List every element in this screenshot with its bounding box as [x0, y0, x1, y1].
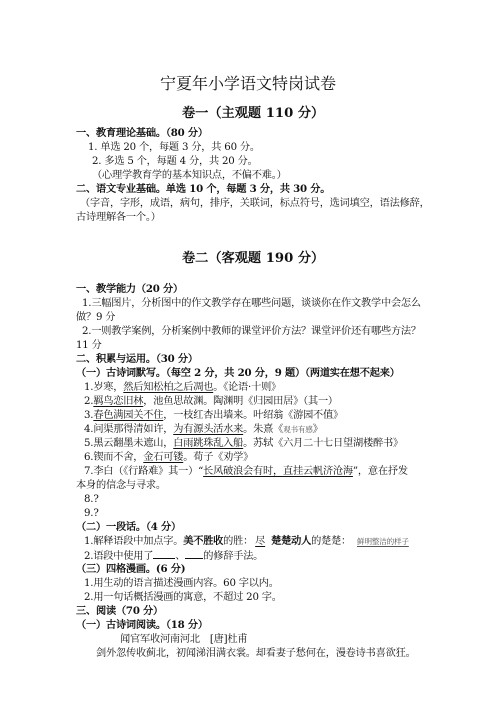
answer-line: 5.黑云翻墨未遮山，白雨跳珠乱入船。苏轼《六月二十七日望湖楼醉书》 [84, 438, 403, 449]
answer-line: 8.? [84, 494, 99, 505]
answer-line: 7.李白（《行路难》其一）“长风破浪会有时，直挂云帆济沧海”，意在抒发 [84, 466, 408, 477]
body-line: 1.三幅图片，分析图中的作文教学存在哪些问题，谈谈你在作文教学中会怎么 [82, 298, 421, 309]
answer-line: 1.用生动的语言描述漫画内容。60 字以内。 [84, 578, 279, 589]
subsection-heading: （一）古诗词默写。（每空 2 分，共 20 分，9 题）（两道实在想不起来） [76, 367, 400, 379]
section-heading: 三、阅读（70 分） [76, 605, 164, 617]
subsection-heading: （三）四格漫画。(6 分) [76, 563, 186, 575]
volume-two-heading: 卷二（客观题 190 分） [182, 251, 325, 266]
answer-line: 9.? [84, 508, 99, 519]
body-line: 2. 多选 5 个，每题 4 分，共 20 分。 [92, 156, 258, 167]
volume-one-heading: 卷一（主观题 110 分） [182, 106, 325, 121]
document-title: 宁夏年小学语文特岗试卷 [160, 74, 337, 93]
body-line: 2.一则教学案例，分析案例中教师的课堂评价方法？课堂评价还有哪些方法？ [82, 326, 421, 337]
section-heading: 二、语文专业基础。单选 10 个，每题 3 分，共 30 分。 [76, 183, 331, 195]
answer-line: 1.解释语段中加点字。美不胜收的胜： 尽 楚楚动人的楚楚： 鲜明整洁的样子 [84, 535, 409, 547]
answer-line: 本身的信念与寻求。 [76, 480, 166, 491]
body-line: （字音，字形，成语，病句，排序，关联词，标点符号，选词填空，语法修辞， [80, 198, 430, 209]
answer-line: 4.问渠那得清如许，为有源头活水来。朱熹《观书有感》 [84, 424, 323, 435]
body-line: 古诗理解各一个。） [76, 212, 161, 223]
fill-blank [153, 549, 175, 559]
body-line: 做？9 分 [76, 312, 116, 323]
fill-blank [185, 549, 203, 559]
answer-line: 2.羁鸟恋旧林，池鱼思故渊。陶渊明《归园田居》（其一） [84, 396, 338, 407]
section-heading: 一、教育理论基础。（80 分） [76, 127, 208, 139]
section-heading: 一、教学能力（20 分） [76, 283, 184, 295]
poem-title: 闻官军收河南河北 [唐]杜甫 [120, 634, 248, 645]
body-line: （心理学教育学的基本知识点，不偏不难。） [92, 170, 287, 181]
answer-line: 2.语段中使用了 、 的修辞手法。 [84, 551, 264, 562]
answer-line: 2.用一句话概括漫画的寓意，不超过 20 字。 [84, 592, 282, 603]
subsection-heading: （二）一段话。（4 分） [76, 521, 182, 533]
answer-line: 3.春色满园关不住，一枝红杏出墙来。叶绍翁《游园不值》 [84, 410, 344, 421]
section-heading: 二、积累与运用。（30 分） [76, 353, 198, 365]
answer-line: 1.岁寒，然后知松柏之后凋也。《论语·十则》 [84, 382, 282, 393]
body-line: 1. 单选 20 个，每题 3 分，共 60 分。 [88, 142, 260, 153]
subsection-heading: （一）古诗词阅读。（18 分） [76, 619, 208, 631]
body-line: 11 分 [76, 340, 102, 351]
poem-line: 剑外忽传收蓟北，初闻涕泪满衣裳。却看妻子愁何在，漫卷诗书喜欲狂。 [96, 648, 416, 659]
answer-line: 6.锲而不舍，金石可镂。荀子《劝学》 [84, 452, 254, 463]
